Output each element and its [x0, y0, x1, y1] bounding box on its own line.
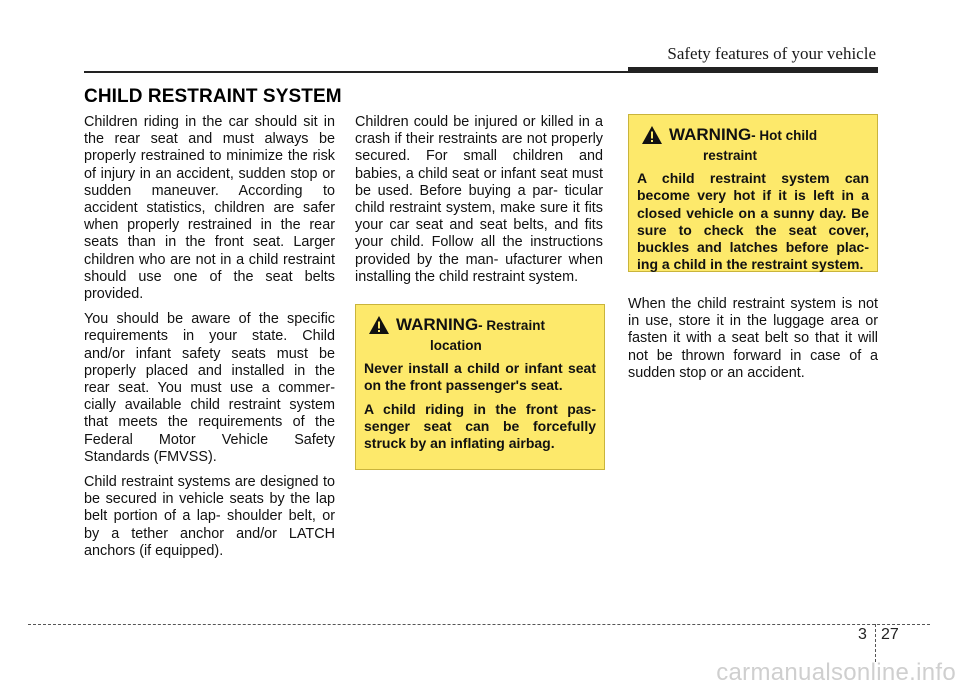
- paragraph: Children could be injured or killed in a crash if their restraints are not properly secured. For small children and babies, a child seat or infant seat must be used. Before buying a par- ticular child restraint system, make sure it fits your car seat and seat belts, and fits your child. Follow all the instructions provided by the man- ufacturer when installing the child restraint system.: [355, 114, 603, 285]
- warning-triangle-icon: [368, 315, 390, 335]
- warning-header: [637, 125, 869, 164]
- paragraph: Child restraint systems are designed to be secured in vehicle seats by the lap belt portion of a lap- shoulder belt, or by a tether anchor and/or LATCH anchors (if equipped).: [84, 474, 335, 559]
- warning-label: WARNING: [396, 315, 479, 334]
- column-right: [628, 296, 878, 390]
- warning-triangle-icon: [641, 125, 663, 145]
- warning-subtitle-line2: location: [430, 338, 482, 353]
- page-number: 27: [881, 626, 899, 643]
- warning-box-restraint-location: [355, 304, 605, 470]
- watermark: carmanualsonline.info: [716, 659, 956, 686]
- page-title: CHILD RESTRAINT SYSTEM: [84, 86, 342, 107]
- chapter-number: 3: [858, 626, 867, 643]
- warning-subtitle-line2: restraint: [703, 148, 758, 163]
- warning-label: WARNING: [669, 125, 752, 144]
- warning-subtitle: - Restraint: [478, 318, 545, 333]
- page-divider: [875, 624, 876, 662]
- warning-text: Never install a child or infant seat on the front passenger's seat.: [364, 360, 596, 394]
- section-header: Safety features of your vehicle: [667, 44, 876, 63]
- column-left: [84, 114, 335, 568]
- warning-text: A child restraint system can become very hot if it is left in a closed vehicle on a sunny day. Be sure to check the seat cover, buckles and latches before plac- ing a child in the restraint system.: [637, 170, 869, 273]
- paragraph: Children riding in the car should sit in the rear seat and must always be properly restrained to minimize the risk of injury in an accident, sudden stop or sudden maneuver. According to accident statistics, children are safer when properly restrained in the rear seats than in the front seat. Larger children who are not in a child restraint should use one of the seat belts provided.: [84, 114, 335, 303]
- footer-rule: [28, 624, 930, 625]
- warning-header: [364, 315, 596, 354]
- paragraph: You should be aware of the specific requirements in your state. Child and/or infant safety seats must be properly placed and installed in the rear seat. You must use a commer- cially available child restraint system that meets the requirements of the Federal Motor Vehicle Safety Standards (FMVSS).: [84, 311, 335, 465]
- warning-box-hot-restraint: [628, 114, 878, 272]
- warning-text: A child riding in the front pas- senger seat can be forcefully struck by an inflating airbag.: [364, 400, 596, 452]
- column-middle: [355, 114, 603, 294]
- paragraph: When the child restraint system is not in use, store it in the luggage area or fasten it with a seat belt so that it will not be thrown forward in case of a sudden stop or an accident.: [628, 296, 878, 381]
- warning-subtitle: - Hot child: [751, 128, 818, 143]
- header-rule-accent: [628, 67, 878, 73]
